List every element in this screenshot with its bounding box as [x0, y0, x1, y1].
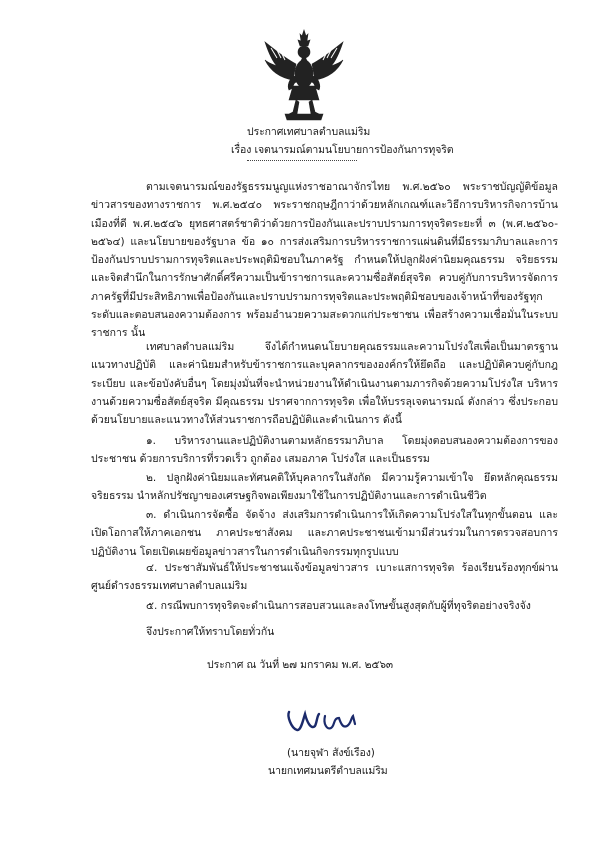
policy-item-1: ๑. บริหารงานและปฏิบัติงานตามหลักธรรมาภิบาล โดยมุ่งตอบสนองความต้องการของประชาชน ด้วยการบริการที่รวดเร็ว ถูกต้อง เสมอภาค โปร่งใส และเป็นธรรม	[91, 435, 558, 466]
announcement-title: ประกาศเทศบาลตำบลแม่ริม	[247, 126, 371, 138]
date-line: ประกาศ ณ วันที่ ๒๗ มกราคม พ.ศ. ๒๕๖๓	[207, 659, 393, 671]
signer-name: (นายจุฬา สังข์เรือง)	[287, 747, 375, 759]
announce-line: จึงประกาศให้ทราบโดยทั่วกัน	[146, 626, 275, 638]
title-separator	[247, 160, 357, 161]
subject-line: เรื่อง เจตนารมณ์ตามนโยบายการป้องกันการทุจริต	[231, 144, 454, 156]
paragraph-1: ตามเจตนารมณ์ของรัฐธรรมนูญแห่งราชอาณาจักรไทย พ.ศ.๒๕๖๐ พระราชบัญญัติข้อมูลข่าวสารของทางราชการ พ.ศ.๒๕๔๐ พระราชกฤษฎีกาว่าด้วยหลักเกณฑ์และวิธีการบริหารกิจการบ้านเมืองที่ดี พ.ศ.๒๕๔๖ ยุทธศาสตร์ชาติว่าด้วยการป้องกันและปราบปรามการทุจริตระยะที่ ๓ (พ.ศ.๒๕๖๐- ๒๕๖๔) และนโยบายของรัฐบาล ข้อ ๑๐ การส่งเสริมการบริหารราชการแผ่นดินที่มีธรรมาภิบาลและการป้องกันปราบปรามการทุจริตและประพฤติมิชอบในภาครัฐ กำหนดให้ปลูกฝังค่านิยมคุณธรรม จริยธรรมและจิตสำนึกในการรักษาศักดิ์ศรีความเป็นข้าราชการและความซื่อสัตย์สุจริต ควบคู่กับการบริหารจัดการภาครัฐที่มีประสิทธิภาพเพื่อป้องกันและปราบปรามการทุจริตและประพฤติมิชอบของเจ้าหน้าที่ของรัฐทุกระดับและตอบสนองความต้องการ พร้อมอำนวยความสะดวกแก่ประชาชน เพื่อสร้างความเชื่อมั่นในระบบราชการ นั้น	[91, 181, 558, 340]
signer-position: นายกเทศมนตรีตำบลแม่ริม	[268, 765, 388, 777]
garuda-emblem-icon	[263, 28, 345, 123]
policy-item-3: ๓. ดำเนินการจัดซื้อ จัดจ้าง ส่งเสริมการดำเนินการให้เกิดความโปร่งใสในทุกขั้นตอน และเปิดโอกาสให้ภาคเอกชน ภาคประชาสังคม และภาคประชาชนเข้ามามีส่วนร่วมในการตรวจสอบการปฏิบัติงาน โดยเปิดเผยข้อมูลข่าวสารในการดำเนินกิจกรรมทุกรูปแบบ	[91, 509, 558, 558]
policy-item-4: ๔. ประชาสัมพันธ์ให้ประชาชนแจ้งข้อมูลข่าวสาร เบาะแสการทุจริต ร้องเรียนร้องทุกข์ผ่านศูนย์ดำรงธรรมเทศบาลตำบลแม่ริม	[91, 562, 558, 593]
policy-item-2: ๒. ปลูกฝังค่านิยมและทัศนคติให้บุคลากรในสังกัด มีความรู้ความเข้าใจ ยึดหลักคุณธรรม จริยธรรม นำหลักปรัชญาของเศรษฐกิจพอเพียงมาใช้ในการปฏิบัติงานและการดำเนินชีวิต	[91, 472, 558, 503]
paragraph-2: เทศบาลตำบลแม่ริม จึงได้กำหนดนโยบายคุณธรรมและความโปร่งใสเพื่อเป็นมาตรฐาน แนวทางปฏิบัติ และค่านิยมสำหรับข้าราชการและบุคลากรขององค์กรให้ยึดถือ และปฏิบัติควบคู่กับกฎ ระเบียบ และข้อบังคับอื่นๆ โดยมุ่งมั่นที่จะนำหน่วยงานให้ดำเนินงานตามภารกิจด้วยความโปร่งใส บริหารงานด้วยความซื่อสัตย์สุจริต มีคุณธรรม ปราศจากการทุจริต เพื่อให้บรรลุเจตนารมณ์ ดังกล่าว ซึ่งประกอบด้วยนโยบายและแนวทางให้ส่วนราชการถือปฏิบัติและดำเนินการ ดังนี้	[91, 341, 558, 427]
handwritten-signature	[283, 706, 363, 736]
policy-item-5: ๕. กรณีพบการทุจริตจะดำเนินการสอบสวนและลงโทษขั้นสูงสุดกับผู้ที่ทุจริตอย่างจริงจัง	[146, 600, 531, 612]
